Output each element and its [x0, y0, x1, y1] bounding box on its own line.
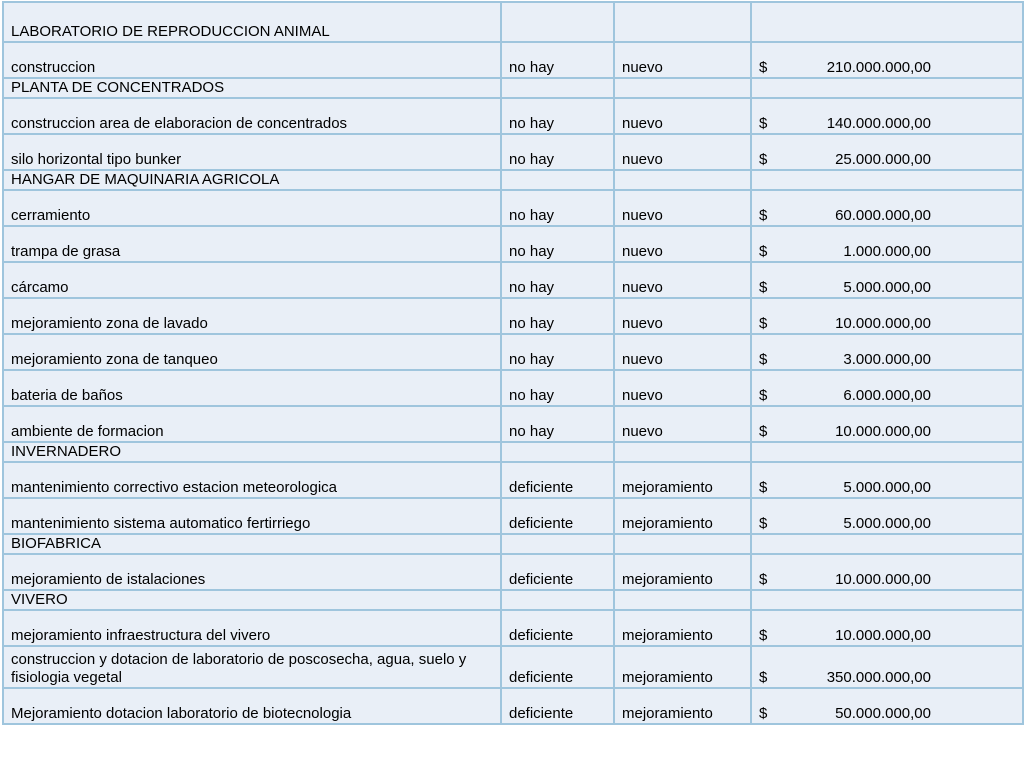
- amount-cell: [751, 190, 1023, 226]
- amount-value: 140.000.000,00: [826, 115, 931, 132]
- type-cell: mejoramiento: [614, 462, 751, 498]
- section-header-label: VIVERO: [3, 590, 501, 610]
- amount-value: 5.000.000,00: [843, 479, 931, 496]
- table-row: [3, 462, 1023, 498]
- status-cell: no hay: [501, 134, 614, 170]
- amount-value: 60.000.000,00: [835, 207, 931, 224]
- money-value: [759, 59, 931, 77]
- amount-cell: [751, 334, 1023, 370]
- status-cell: no hay: [501, 98, 614, 134]
- currency-symbol: $: [759, 207, 768, 224]
- empty-cell: [614, 442, 751, 462]
- item-description-cell: ambiente de formacion: [3, 406, 501, 442]
- table-row: [3, 406, 1023, 442]
- table-row: [3, 298, 1023, 334]
- type-cell: nuevo: [614, 370, 751, 406]
- item-description-cell: mejoramiento de istalaciones: [3, 554, 501, 590]
- type-cell: nuevo: [614, 262, 751, 298]
- section-header-row: [3, 2, 1023, 42]
- amount-cell: [751, 498, 1023, 534]
- amount-value: 10.000.000,00: [835, 315, 931, 332]
- status-cell: deficiente: [501, 610, 614, 646]
- status-cell: deficiente: [501, 554, 614, 590]
- status-cell: no hay: [501, 334, 614, 370]
- status-cell: no hay: [501, 190, 614, 226]
- amount-value: 1.000.000,00: [843, 243, 931, 260]
- status-cell: deficiente: [501, 688, 614, 724]
- money-value: [759, 627, 931, 645]
- amount-cell: [751, 42, 1023, 78]
- currency-symbol: $: [759, 705, 768, 722]
- table-row: [3, 226, 1023, 262]
- empty-cell: [614, 590, 751, 610]
- money-value: [759, 243, 931, 261]
- currency-symbol: $: [759, 115, 768, 132]
- empty-cell: [751, 78, 1023, 98]
- amount-value: 210.000.000,00: [826, 59, 931, 76]
- table-row: [3, 646, 1023, 688]
- currency-symbol: $: [759, 423, 768, 440]
- type-cell: nuevo: [614, 406, 751, 442]
- amount-cell: [751, 688, 1023, 724]
- type-cell: mejoramiento: [614, 688, 751, 724]
- currency-symbol: $: [759, 571, 768, 588]
- amount-cell: [751, 98, 1023, 134]
- empty-cell: [614, 170, 751, 190]
- type-cell: mejoramiento: [614, 554, 751, 590]
- table-row: [3, 262, 1023, 298]
- table-row: [3, 42, 1023, 78]
- item-description-cell: bateria de baños: [3, 370, 501, 406]
- money-value: [759, 351, 931, 369]
- money-value: [759, 705, 931, 723]
- empty-cell: [751, 2, 1023, 42]
- currency-symbol: $: [759, 59, 768, 76]
- empty-cell: [614, 2, 751, 42]
- status-cell: no hay: [501, 370, 614, 406]
- money-value: [759, 669, 931, 687]
- section-header-row: [3, 78, 1023, 98]
- money-value: [759, 479, 931, 497]
- amount-cell: [751, 554, 1023, 590]
- section-header-row: [3, 590, 1023, 610]
- amount-cell: [751, 462, 1023, 498]
- table-row: [3, 370, 1023, 406]
- money-value: [759, 151, 931, 169]
- currency-symbol: $: [759, 627, 768, 644]
- status-cell: no hay: [501, 226, 614, 262]
- item-description-cell: construccion: [3, 42, 501, 78]
- money-value: [759, 279, 931, 297]
- amount-value: 5.000.000,00: [843, 515, 931, 532]
- status-cell: deficiente: [501, 646, 614, 688]
- currency-symbol: $: [759, 479, 768, 496]
- amount-cell: [751, 226, 1023, 262]
- type-cell: mejoramiento: [614, 498, 751, 534]
- empty-cell: [501, 170, 614, 190]
- empty-cell: [614, 78, 751, 98]
- section-header-label: INVERNADERO: [3, 442, 501, 462]
- table-row: [3, 688, 1023, 724]
- item-description-cell: construccion y dotacion de laboratorio de poscosecha, agua, suelo y fisiologia vegetal: [3, 646, 501, 688]
- section-header-row: [3, 170, 1023, 190]
- table-row: [3, 98, 1023, 134]
- item-description-cell: silo horizontal tipo bunker: [3, 134, 501, 170]
- table-row: [3, 134, 1023, 170]
- type-cell: nuevo: [614, 334, 751, 370]
- amount-value: 10.000.000,00: [835, 571, 931, 588]
- amount-value: 3.000.000,00: [843, 351, 931, 368]
- amount-value: 10.000.000,00: [835, 423, 931, 440]
- table-row: [3, 498, 1023, 534]
- amount-cell: [751, 406, 1023, 442]
- type-cell: mejoramiento: [614, 646, 751, 688]
- type-cell: nuevo: [614, 98, 751, 134]
- status-cell: no hay: [501, 298, 614, 334]
- amount-cell: [751, 610, 1023, 646]
- type-cell: nuevo: [614, 190, 751, 226]
- item-description-cell: Mejoramiento dotacion laboratorio de biotecnologia: [3, 688, 501, 724]
- empty-cell: [501, 534, 614, 554]
- status-cell: no hay: [501, 406, 614, 442]
- type-cell: nuevo: [614, 134, 751, 170]
- section-header-row: [3, 534, 1023, 554]
- section-header-row: [3, 442, 1023, 462]
- currency-symbol: $: [759, 669, 768, 686]
- item-description-cell: construccion area de elaboracion de concentrados: [3, 98, 501, 134]
- empty-cell: [501, 442, 614, 462]
- money-value: [759, 387, 931, 405]
- item-description-cell: trampa de grasa: [3, 226, 501, 262]
- table-row: [3, 554, 1023, 590]
- amount-value: 50.000.000,00: [835, 705, 931, 722]
- budget-table-body: [3, 2, 1023, 724]
- amount-cell: [751, 370, 1023, 406]
- item-description-cell: cárcamo: [3, 262, 501, 298]
- amount-cell: [751, 298, 1023, 334]
- status-cell: no hay: [501, 42, 614, 78]
- type-cell: nuevo: [614, 298, 751, 334]
- section-header-label: LABORATORIO DE REPRODUCCION ANIMAL: [3, 2, 501, 42]
- item-description-cell: mejoramiento zona de lavado: [3, 298, 501, 334]
- amount-value: 6.000.000,00: [843, 387, 931, 404]
- status-cell: no hay: [501, 262, 614, 298]
- amount-value: 25.000.000,00: [835, 151, 931, 168]
- empty-cell: [751, 442, 1023, 462]
- currency-symbol: $: [759, 243, 768, 260]
- empty-cell: [614, 534, 751, 554]
- currency-symbol: $: [759, 351, 768, 368]
- section-header-label: PLANTA DE CONCENTRADOS: [3, 78, 501, 98]
- empty-cell: [501, 590, 614, 610]
- table-row: [3, 610, 1023, 646]
- table-row: [3, 334, 1023, 370]
- amount-cell: [751, 134, 1023, 170]
- amount-value: 10.000.000,00: [835, 627, 931, 644]
- currency-symbol: $: [759, 315, 768, 332]
- currency-symbol: $: [759, 515, 768, 532]
- empty-cell: [751, 534, 1023, 554]
- currency-symbol: $: [759, 387, 768, 404]
- money-value: [759, 423, 931, 441]
- item-description-cell: mantenimiento sistema automatico fertirriego: [3, 498, 501, 534]
- item-description-cell: mejoramiento zona de tanqueo: [3, 334, 501, 370]
- section-header-label: BIOFABRICA: [3, 534, 501, 554]
- type-cell: nuevo: [614, 42, 751, 78]
- amount-value: 5.000.000,00: [843, 279, 931, 296]
- money-value: [759, 571, 931, 589]
- empty-cell: [751, 590, 1023, 610]
- money-value: [759, 515, 931, 533]
- section-header-label: HANGAR DE MAQUINARIA AGRICOLA: [3, 170, 501, 190]
- money-value: [759, 115, 931, 133]
- type-cell: mejoramiento: [614, 610, 751, 646]
- status-cell: deficiente: [501, 462, 614, 498]
- empty-cell: [501, 2, 614, 42]
- amount-value: 350.000.000,00: [826, 669, 931, 686]
- amount-cell: [751, 646, 1023, 688]
- status-cell: deficiente: [501, 498, 614, 534]
- item-description-cell: cerramiento: [3, 190, 501, 226]
- item-description-cell: mantenimiento correctivo estacion meteorologica: [3, 462, 501, 498]
- type-cell: nuevo: [614, 226, 751, 262]
- currency-symbol: $: [759, 279, 768, 296]
- money-value: [759, 315, 931, 333]
- amount-cell: [751, 262, 1023, 298]
- empty-cell: [751, 170, 1023, 190]
- table-row: [3, 190, 1023, 226]
- currency-symbol: $: [759, 151, 768, 168]
- budget-sheet: [2, 1, 1022, 725]
- money-value: [759, 207, 931, 225]
- item-description-cell: mejoramiento infraestructura del vivero: [3, 610, 501, 646]
- budget-table: [2, 1, 1024, 725]
- empty-cell: [501, 78, 614, 98]
